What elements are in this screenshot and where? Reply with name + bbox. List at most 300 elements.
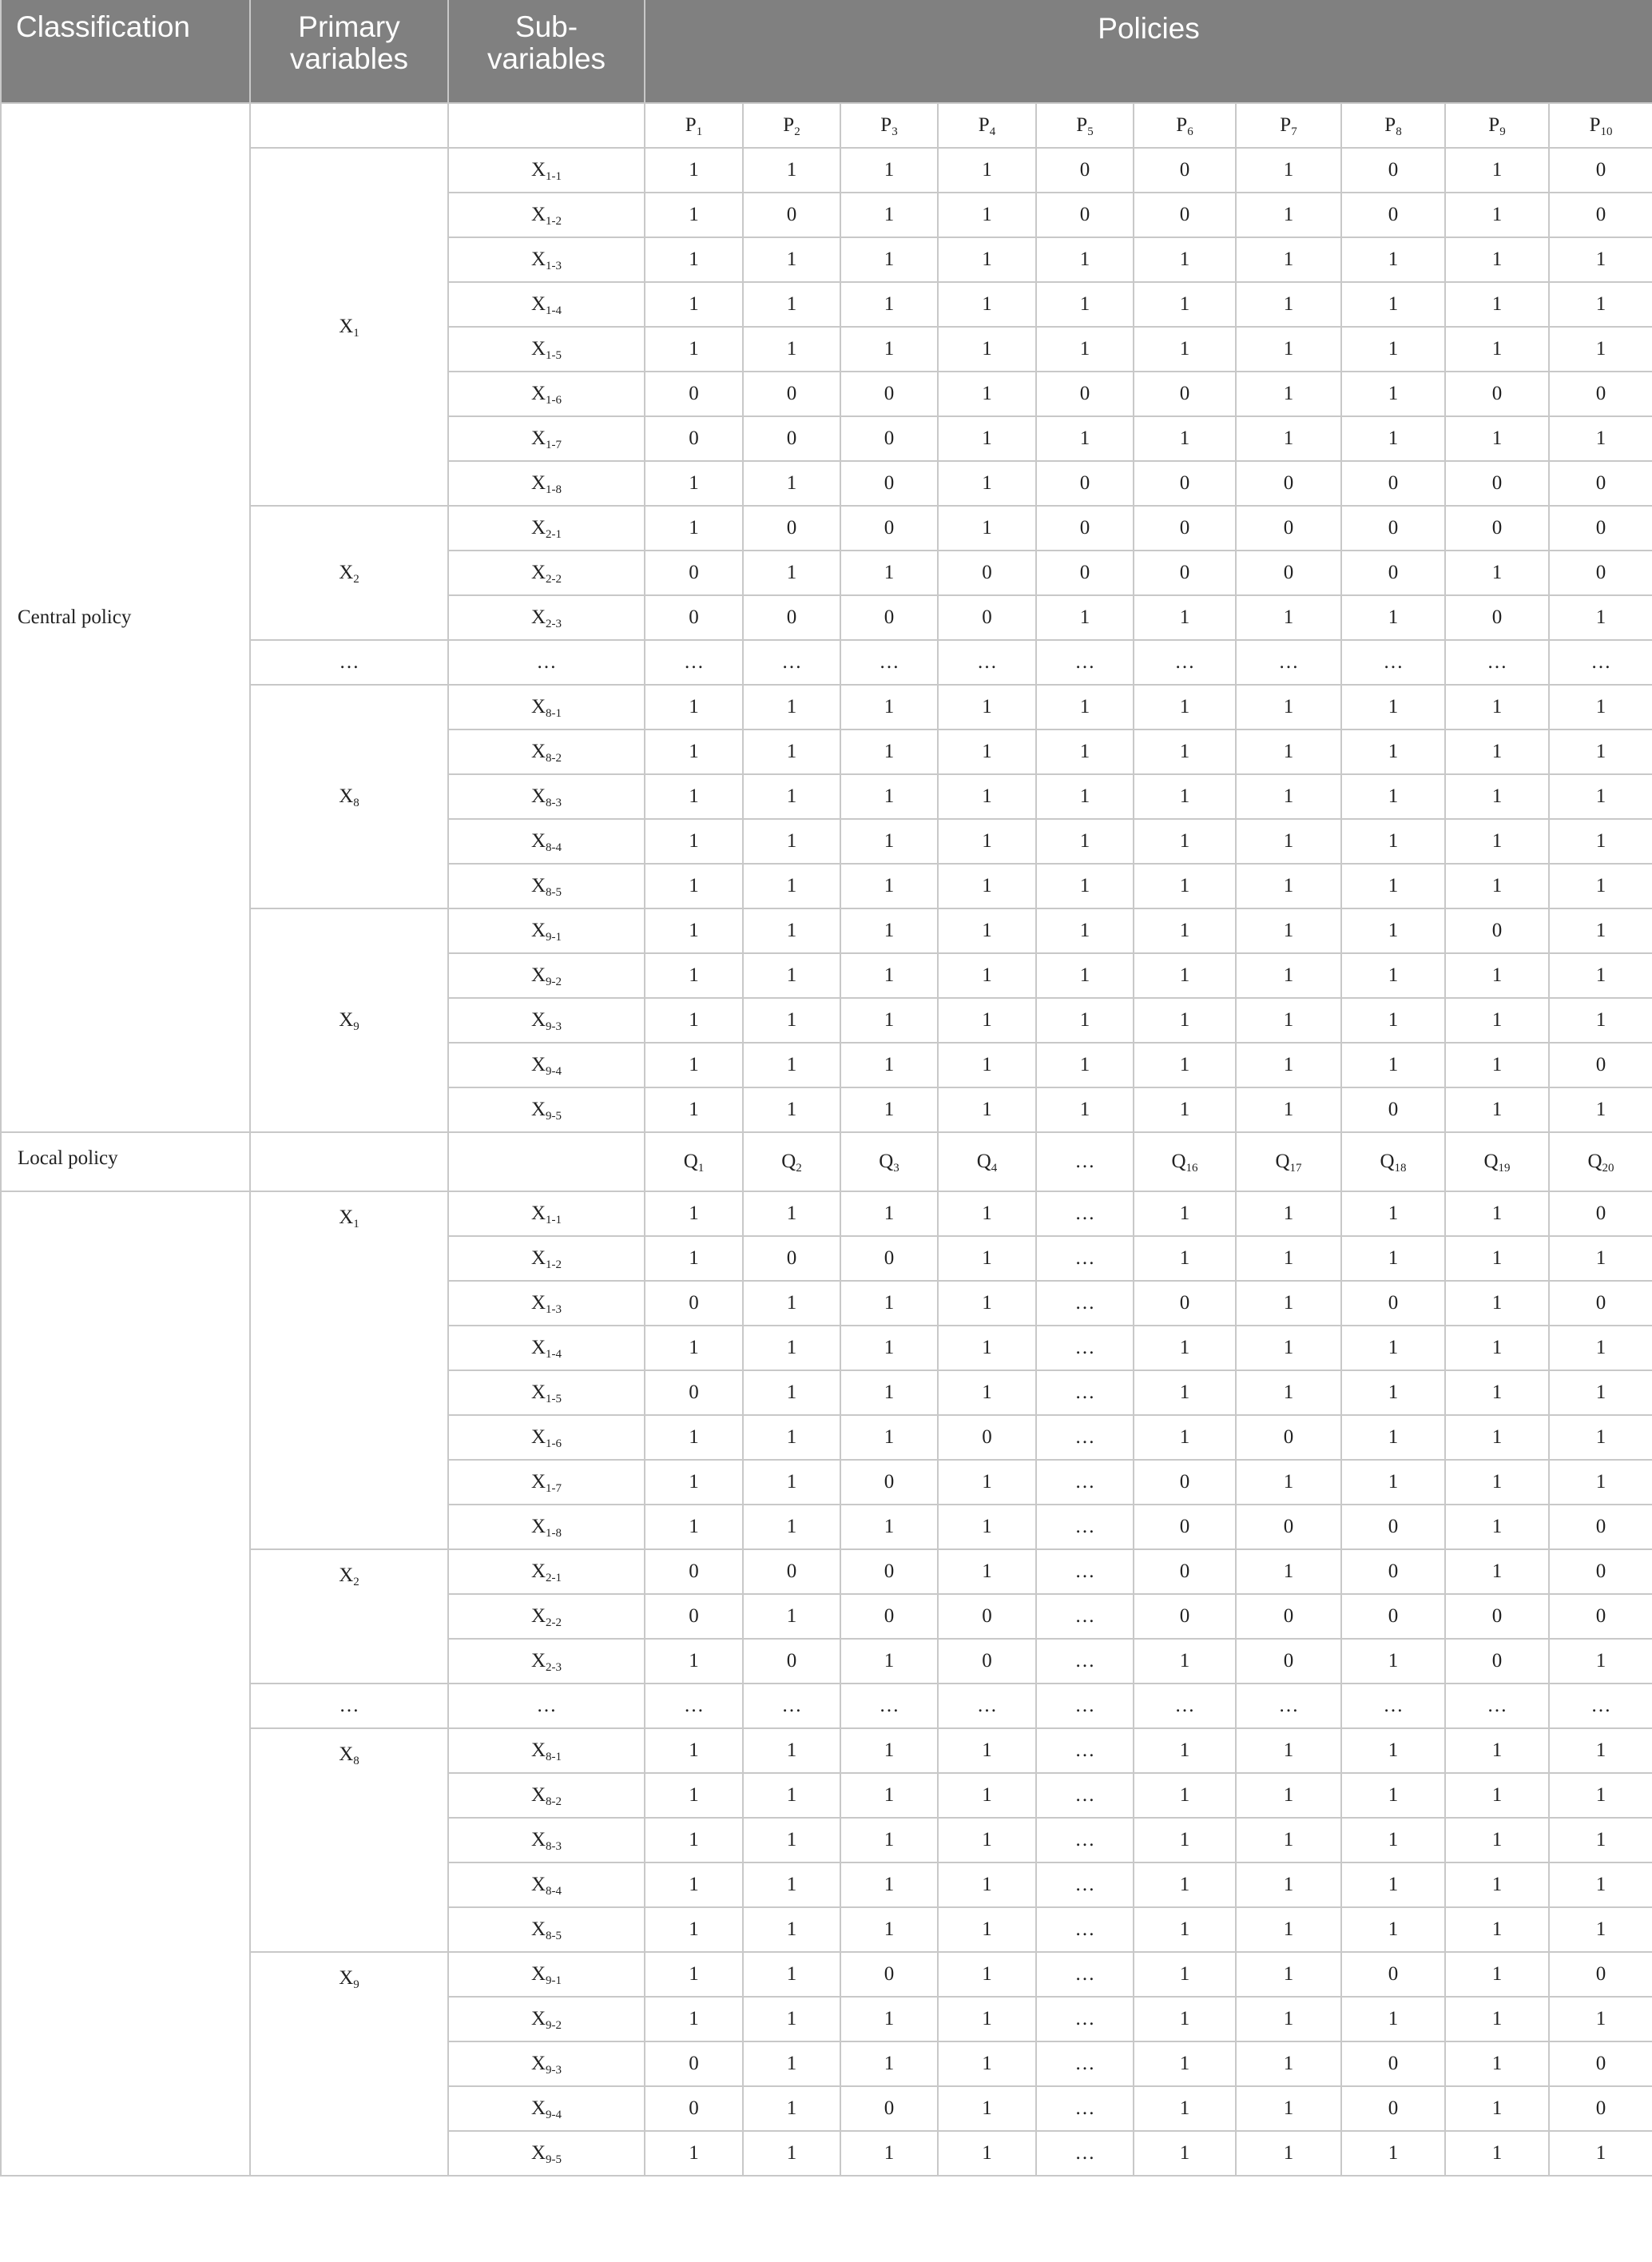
value-cell: … bbox=[1036, 1952, 1134, 1997]
value-cell: 1 bbox=[1445, 1907, 1549, 1952]
value-cell: 1 bbox=[1134, 998, 1236, 1043]
value-cell: 1 bbox=[938, 148, 1036, 193]
value-cell: 0 bbox=[1341, 1087, 1445, 1132]
value-cell: 1 bbox=[1134, 1087, 1236, 1132]
value-cell: … bbox=[1036, 1415, 1134, 1460]
sub-variable-base: X bbox=[530, 472, 546, 494]
value-cell: 1 bbox=[1134, 2131, 1236, 2176]
primary-variable-cell bbox=[250, 1684, 448, 1728]
policy-label-subscript: 5 bbox=[1087, 125, 1094, 138]
value-cell: 0 bbox=[1445, 1639, 1549, 1684]
value-cell: 1 bbox=[1549, 1236, 1652, 1281]
value-cell: 0 bbox=[1549, 2041, 1652, 2086]
policy-label-base: Q bbox=[1171, 1151, 1186, 1172]
value-cell: 1 bbox=[1445, 864, 1549, 908]
value-cell: … bbox=[840, 640, 938, 685]
sub-variable-cell bbox=[448, 1505, 645, 1549]
sub-variable-subscript: 8-1 bbox=[546, 707, 562, 720]
value-cell: … bbox=[1036, 1728, 1134, 1773]
value-cell: … bbox=[1036, 1594, 1134, 1639]
value-cell: 0 bbox=[1036, 551, 1134, 595]
value-cell: 1 bbox=[1445, 1415, 1549, 1460]
value-cell: 1 bbox=[1341, 327, 1445, 372]
sub-variable-cell bbox=[448, 1997, 645, 2041]
value-cell: 1 bbox=[840, 551, 938, 595]
sub-variable-subscript: 1-2 bbox=[546, 1258, 562, 1271]
sub-variable-subscript: 9-4 bbox=[546, 1065, 562, 1078]
policy-label-subscript: 10 bbox=[1600, 125, 1613, 138]
value-cell: 0 bbox=[743, 1639, 840, 1684]
policy-label-cell bbox=[1341, 1132, 1445, 1191]
value-cell: 1 bbox=[743, 1728, 840, 1773]
value-cell: 0 bbox=[938, 551, 1036, 595]
value-cell: 1 bbox=[840, 193, 938, 237]
policy-label-cell bbox=[840, 103, 938, 148]
value-cell: 1 bbox=[1549, 953, 1652, 998]
header-classification: Classification bbox=[1, 0, 250, 103]
value-cell: 0 bbox=[1341, 2041, 1445, 2086]
value-cell: 0 bbox=[1445, 461, 1549, 506]
sub-variable-subscript: 1-5 bbox=[546, 1393, 562, 1405]
value-cell: 0 bbox=[645, 372, 743, 416]
sub-variable-base: X bbox=[530, 2142, 546, 2164]
sub-variable-cell bbox=[448, 1281, 645, 1326]
value-cell: 1 bbox=[1549, 998, 1652, 1043]
value-cell: 1 bbox=[1341, 1818, 1445, 1862]
policy-label-cell bbox=[743, 103, 840, 148]
value-cell: 0 bbox=[743, 1236, 840, 1281]
value-cell: 1 bbox=[1445, 819, 1549, 864]
sub-variable-subscript: 2-1 bbox=[546, 1572, 562, 1584]
value-cell: 0 bbox=[1549, 1594, 1652, 1639]
policy-label-cell bbox=[1549, 103, 1652, 148]
value-cell: 1 bbox=[1341, 1415, 1445, 1460]
value-cell: 0 bbox=[1341, 1281, 1445, 1326]
value-cell: 1 bbox=[1445, 1043, 1549, 1087]
value-cell: 1 bbox=[1445, 1087, 1549, 1132]
value-cell: 1 bbox=[1341, 1043, 1445, 1087]
value-cell: 0 bbox=[1445, 908, 1549, 953]
policy-label-cell bbox=[1036, 103, 1134, 148]
value-cell: 1 bbox=[1341, 998, 1445, 1043]
value-cell: 0 bbox=[1134, 1505, 1236, 1549]
value-cell: 1 bbox=[840, 1862, 938, 1907]
value-cell: 1 bbox=[1341, 1907, 1445, 1952]
value-cell: 1 bbox=[645, 908, 743, 953]
sub-variable-cell bbox=[448, 1191, 645, 1236]
value-cell: 1 bbox=[743, 685, 840, 729]
value-cell: 1 bbox=[645, 2131, 743, 2176]
value-cell: 1 bbox=[1236, 1907, 1341, 1952]
value-cell: 1 bbox=[1341, 416, 1445, 461]
value-cell: 1 bbox=[1036, 998, 1134, 1043]
value-cell: 1 bbox=[1549, 685, 1652, 729]
sub-variable-base: X bbox=[530, 964, 546, 986]
value-cell: 1 bbox=[1134, 864, 1236, 908]
value-cell: 1 bbox=[938, 729, 1036, 774]
value-cell: 1 bbox=[1134, 1415, 1236, 1460]
sub-variable-subscript: 9-4 bbox=[546, 2109, 562, 2121]
value-cell: 0 bbox=[645, 1370, 743, 1415]
value-cell: 0 bbox=[1549, 2086, 1652, 2131]
value-cell: 1 bbox=[1341, 908, 1445, 953]
value-cell: 1 bbox=[938, 1326, 1036, 1370]
policy-label-subscript: 1 bbox=[697, 1162, 705, 1175]
sub-variable-subscript: 9-3 bbox=[546, 2064, 562, 2077]
value-cell: 1 bbox=[1134, 908, 1236, 953]
value-cell: 1 bbox=[1549, 1460, 1652, 1505]
value-cell: 0 bbox=[743, 372, 840, 416]
sub-variable-cell bbox=[448, 1818, 645, 1862]
sub-variable-subscript: 9-1 bbox=[546, 931, 562, 944]
policy-label-cell bbox=[1445, 1132, 1549, 1191]
value-cell: 0 bbox=[840, 1236, 938, 1281]
value-cell: 1 bbox=[1134, 1370, 1236, 1415]
value-cell: 1 bbox=[1236, 2041, 1341, 2086]
value-cell: 0 bbox=[743, 506, 840, 551]
value-cell: … bbox=[1036, 1236, 1134, 1281]
sub-variable-subscript: 9-2 bbox=[546, 2019, 562, 2032]
empty-cell bbox=[448, 1132, 645, 1191]
sub-variable-base: X bbox=[530, 1963, 546, 1985]
value-cell: 1 bbox=[1445, 685, 1549, 729]
sub-variable-cell bbox=[448, 551, 645, 595]
value-cell: 1 bbox=[1134, 2086, 1236, 2131]
value-cell: 0 bbox=[1134, 506, 1236, 551]
primary-variable-base: … bbox=[339, 1695, 359, 1716]
sub-variable-subscript: 2-3 bbox=[546, 618, 562, 630]
sub-variable-base: X bbox=[530, 204, 546, 225]
value-cell: 1 bbox=[645, 148, 743, 193]
policy-label-cell bbox=[1236, 103, 1341, 148]
value-cell: 0 bbox=[1134, 1549, 1236, 1594]
value-cell: 1 bbox=[1134, 282, 1236, 327]
value-cell: 1 bbox=[743, 864, 840, 908]
value-cell: 1 bbox=[1236, 193, 1341, 237]
value-cell: 1 bbox=[1445, 2131, 1549, 2176]
primary-variable-base: X bbox=[339, 1009, 354, 1031]
value-cell: 1 bbox=[1236, 1281, 1341, 1326]
policy-label-base: … bbox=[1074, 1151, 1095, 1172]
value-cell: … bbox=[1341, 640, 1445, 685]
value-cell: 1 bbox=[938, 953, 1036, 998]
sub-variable-base: X bbox=[530, 1009, 546, 1031]
sub-variable-subscript: 9-5 bbox=[546, 1110, 562, 1123]
value-cell: 0 bbox=[1236, 1505, 1341, 1549]
value-cell: 1 bbox=[1134, 1862, 1236, 1907]
value-cell: 1 bbox=[743, 729, 840, 774]
value-cell: 1 bbox=[1134, 416, 1236, 461]
value-cell: 1 bbox=[1236, 908, 1341, 953]
value-cell: … bbox=[1134, 1684, 1236, 1728]
value-cell: 1 bbox=[1445, 148, 1549, 193]
value-cell: 1 bbox=[1134, 2041, 1236, 2086]
value-cell: 0 bbox=[1549, 1549, 1652, 1594]
value-cell: 1 bbox=[1549, 282, 1652, 327]
value-cell: 1 bbox=[1341, 729, 1445, 774]
sub-variable-base: X bbox=[530, 1471, 546, 1493]
value-cell: 1 bbox=[743, 237, 840, 282]
value-cell: 1 bbox=[1445, 2041, 1549, 2086]
header-sub-variables: Sub-variables bbox=[448, 0, 645, 103]
value-cell: 1 bbox=[1549, 1415, 1652, 1460]
value-cell: 1 bbox=[645, 685, 743, 729]
sub-variable-base: X bbox=[530, 1247, 546, 1269]
value-cell: 1 bbox=[938, 282, 1036, 327]
value-cell: 1 bbox=[645, 1952, 743, 1997]
value-cell: 1 bbox=[1445, 1728, 1549, 1773]
sub-variable-cell bbox=[448, 1549, 645, 1594]
sub-variable-cell bbox=[448, 819, 645, 864]
value-cell: 1 bbox=[743, 1326, 840, 1370]
value-cell: 1 bbox=[645, 506, 743, 551]
value-cell: 1 bbox=[1236, 237, 1341, 282]
value-cell: 1 bbox=[1236, 953, 1341, 998]
value-cell: 1 bbox=[1445, 774, 1549, 819]
value-cell: 1 bbox=[1134, 729, 1236, 774]
primary-variable-subscript: 1 bbox=[353, 327, 359, 340]
value-cell: 1 bbox=[743, 148, 840, 193]
value-cell: 1 bbox=[1134, 237, 1236, 282]
value-cell: 1 bbox=[1134, 1639, 1236, 1684]
value-cell: 1 bbox=[1036, 864, 1134, 908]
value-cell: 1 bbox=[1236, 864, 1341, 908]
value-cell: … bbox=[1036, 1684, 1134, 1728]
sub-variable-subscript: 1-6 bbox=[546, 1437, 562, 1450]
value-cell: 1 bbox=[938, 1862, 1036, 1907]
sub-variable-base: X bbox=[530, 696, 546, 718]
value-cell: 0 bbox=[1341, 506, 1445, 551]
value-cell: 1 bbox=[840, 1997, 938, 2041]
value-cell: 0 bbox=[1134, 148, 1236, 193]
policy-label-cell bbox=[1341, 103, 1445, 148]
value-cell: 0 bbox=[1341, 1594, 1445, 1639]
value-cell: 1 bbox=[840, 864, 938, 908]
policy-label-subscript: 6 bbox=[1187, 125, 1193, 138]
header-primary-variables: Primary variables bbox=[250, 0, 448, 103]
classification-cell: Local policy bbox=[1, 1132, 250, 1191]
sub-variable-cell bbox=[448, 595, 645, 640]
value-cell: 0 bbox=[1236, 551, 1341, 595]
value-cell: 1 bbox=[840, 1087, 938, 1132]
value-cell: 1 bbox=[743, 908, 840, 953]
primary-variable-subscript: 9 bbox=[353, 1020, 359, 1033]
value-cell: 1 bbox=[645, 729, 743, 774]
value-cell: 1 bbox=[1445, 1370, 1549, 1415]
value-cell: 1 bbox=[1036, 774, 1134, 819]
sub-variable-subscript: 9-1 bbox=[546, 1974, 562, 1987]
value-cell: … bbox=[1036, 1505, 1134, 1549]
value-cell: 1 bbox=[1236, 1862, 1341, 1907]
value-cell: 1 bbox=[1549, 1370, 1652, 1415]
sub-variable-subscript: 1-7 bbox=[546, 439, 562, 451]
value-cell: 1 bbox=[645, 1087, 743, 1132]
table-row bbox=[1, 1191, 1652, 1236]
sub-variable-cell bbox=[448, 1236, 645, 1281]
sub-variable-subscript: 2-1 bbox=[546, 528, 562, 541]
value-cell: 1 bbox=[840, 1281, 938, 1326]
value-cell: 1 bbox=[840, 1773, 938, 1818]
policy-label-row bbox=[1, 1132, 1652, 1191]
sub-variable-subscript: 8-4 bbox=[546, 841, 562, 854]
sub-variable-subscript: 9-3 bbox=[546, 1020, 562, 1033]
empty-cell bbox=[250, 103, 448, 148]
value-cell: 1 bbox=[1236, 1952, 1341, 1997]
policy-label-cell bbox=[1236, 1132, 1341, 1191]
value-cell: 1 bbox=[840, 1326, 938, 1370]
value-cell: 0 bbox=[1549, 1952, 1652, 1997]
value-cell: 0 bbox=[938, 595, 1036, 640]
sub-variable-base: X bbox=[530, 1203, 546, 1224]
value-cell: 1 bbox=[938, 1505, 1036, 1549]
value-cell: 1 bbox=[1134, 1728, 1236, 1773]
sub-variable-cell bbox=[448, 1087, 645, 1132]
sub-variable-subscript: 8-4 bbox=[546, 1885, 562, 1898]
primary-variable-base: X bbox=[339, 1564, 354, 1586]
policy-label-cell bbox=[1036, 1132, 1134, 1191]
value-cell: 1 bbox=[1445, 1862, 1549, 1907]
sub-variable-base: X bbox=[530, 1516, 546, 1537]
value-cell: 1 bbox=[1549, 729, 1652, 774]
value-cell: 0 bbox=[1549, 372, 1652, 416]
sub-variable-subscript: 2-2 bbox=[546, 1616, 562, 1629]
sub-variable-cell bbox=[448, 1728, 645, 1773]
value-cell: 0 bbox=[1549, 1043, 1652, 1087]
value-cell: 1 bbox=[645, 1191, 743, 1236]
value-cell: 1 bbox=[1341, 774, 1445, 819]
policy-label-row bbox=[1, 103, 1652, 148]
policy-label-cell bbox=[1134, 1132, 1236, 1191]
value-cell: 1 bbox=[645, 1326, 743, 1370]
value-cell: 1 bbox=[1134, 1326, 1236, 1370]
value-cell: 1 bbox=[743, 953, 840, 998]
sub-variable-base: X bbox=[530, 2053, 546, 2074]
value-cell: 1 bbox=[938, 2086, 1036, 2131]
sub-variable-base: X bbox=[530, 920, 546, 941]
value-cell: 1 bbox=[1134, 1236, 1236, 1281]
value-cell: 1 bbox=[840, 774, 938, 819]
primary-variable-cell bbox=[250, 1952, 448, 2176]
value-cell: 1 bbox=[1445, 1549, 1549, 1594]
value-cell: 1 bbox=[1236, 729, 1341, 774]
sub-variable-cell bbox=[448, 1639, 645, 1684]
value-cell: 1 bbox=[1341, 1728, 1445, 1773]
sub-variable-subscript: 1-2 bbox=[546, 215, 562, 228]
policy-label-base: Q bbox=[1275, 1151, 1290, 1172]
value-cell: 1 bbox=[645, 819, 743, 864]
value-cell: … bbox=[1036, 1460, 1134, 1505]
sub-variable-subscript: 1-1 bbox=[546, 1214, 562, 1226]
policy-label-base: P bbox=[1280, 114, 1292, 136]
value-cell: 1 bbox=[1134, 1952, 1236, 1997]
value-cell: 1 bbox=[645, 237, 743, 282]
value-cell: 1 bbox=[938, 864, 1036, 908]
value-cell: 1 bbox=[840, 819, 938, 864]
policy-label-base: P bbox=[978, 114, 990, 136]
policy-label-base: P bbox=[783, 114, 795, 136]
value-cell: 1 bbox=[645, 461, 743, 506]
value-cell: 1 bbox=[1445, 237, 1549, 282]
primary-variable-base: X bbox=[339, 1207, 354, 1228]
sub-variable-base: X bbox=[530, 1337, 546, 1358]
value-cell: 1 bbox=[1549, 1907, 1652, 1952]
value-cell: 1 bbox=[1445, 551, 1549, 595]
value-cell: 1 bbox=[645, 282, 743, 327]
value-cell: 1 bbox=[743, 551, 840, 595]
value-cell: 0 bbox=[1549, 461, 1652, 506]
value-cell: 0 bbox=[1445, 372, 1549, 416]
sub-variable-subscript: 1-3 bbox=[546, 260, 562, 272]
value-cell: 1 bbox=[743, 1952, 840, 1997]
value-cell: 1 bbox=[645, 1818, 743, 1862]
sub-variable-subscript: 9-5 bbox=[546, 2153, 562, 2166]
value-cell: 0 bbox=[743, 193, 840, 237]
value-cell: … bbox=[840, 1684, 938, 1728]
value-cell: … bbox=[1036, 1907, 1134, 1952]
value-cell: 1 bbox=[743, 1594, 840, 1639]
value-cell: … bbox=[1341, 1684, 1445, 1728]
sub-variable-subscript: 8-5 bbox=[546, 1930, 562, 1942]
policy-label-subscript: 9 bbox=[1499, 125, 1506, 138]
value-cell: 1 bbox=[1236, 685, 1341, 729]
value-cell: … bbox=[1036, 1549, 1134, 1594]
value-cell: 0 bbox=[1134, 1594, 1236, 1639]
policy-label-subscript: 7 bbox=[1291, 125, 1297, 138]
value-cell: 1 bbox=[1341, 1326, 1445, 1370]
value-cell: 0 bbox=[1236, 461, 1341, 506]
value-cell: 1 bbox=[840, 685, 938, 729]
primary-variable-subscript: 1 bbox=[353, 1218, 359, 1230]
value-cell: 0 bbox=[645, 1281, 743, 1326]
value-cell: 1 bbox=[1549, 416, 1652, 461]
value-cell: 1 bbox=[938, 774, 1036, 819]
value-cell: 1 bbox=[645, 1997, 743, 2041]
value-cell: 1 bbox=[1549, 1997, 1652, 2041]
policy-label-base: Q bbox=[683, 1151, 698, 1172]
value-cell: 1 bbox=[840, 148, 938, 193]
sub-variable-base: X bbox=[530, 1650, 546, 1672]
sub-variable-cell bbox=[448, 506, 645, 551]
sub-variable-base: X bbox=[530, 1381, 546, 1403]
sub-variable-cell bbox=[448, 774, 645, 819]
policy-label-base: P bbox=[1076, 114, 1088, 136]
primary-variable-subscript: 2 bbox=[353, 573, 359, 586]
value-cell: 1 bbox=[938, 1191, 1036, 1236]
value-cell: 1 bbox=[1236, 1326, 1341, 1370]
policy-label-base: Q bbox=[1587, 1151, 1602, 1172]
value-cell: 1 bbox=[1445, 1773, 1549, 1818]
value-cell: 1 bbox=[743, 461, 840, 506]
value-cell: 1 bbox=[1236, 327, 1341, 372]
value-cell: 1 bbox=[1341, 685, 1445, 729]
value-cell: 1 bbox=[1036, 237, 1134, 282]
sub-variable-base: X bbox=[530, 785, 546, 807]
policy-label-subscript: 2 bbox=[794, 125, 800, 138]
value-cell: 1 bbox=[1236, 1370, 1341, 1415]
value-cell: 1 bbox=[743, 1773, 840, 1818]
value-cell: 0 bbox=[1445, 595, 1549, 640]
value-cell: 1 bbox=[1341, 1639, 1445, 1684]
value-cell: … bbox=[1236, 640, 1341, 685]
policy-label-subscript: 4 bbox=[989, 125, 996, 138]
primary-variable-subscript: 8 bbox=[353, 797, 359, 809]
value-cell: 1 bbox=[1134, 1191, 1236, 1236]
header-row bbox=[1, 0, 1652, 103]
value-cell: 1 bbox=[1036, 819, 1134, 864]
value-cell: 1 bbox=[1134, 774, 1236, 819]
primary-variable-cell bbox=[250, 640, 448, 685]
value-cell: 1 bbox=[645, 1236, 743, 1281]
